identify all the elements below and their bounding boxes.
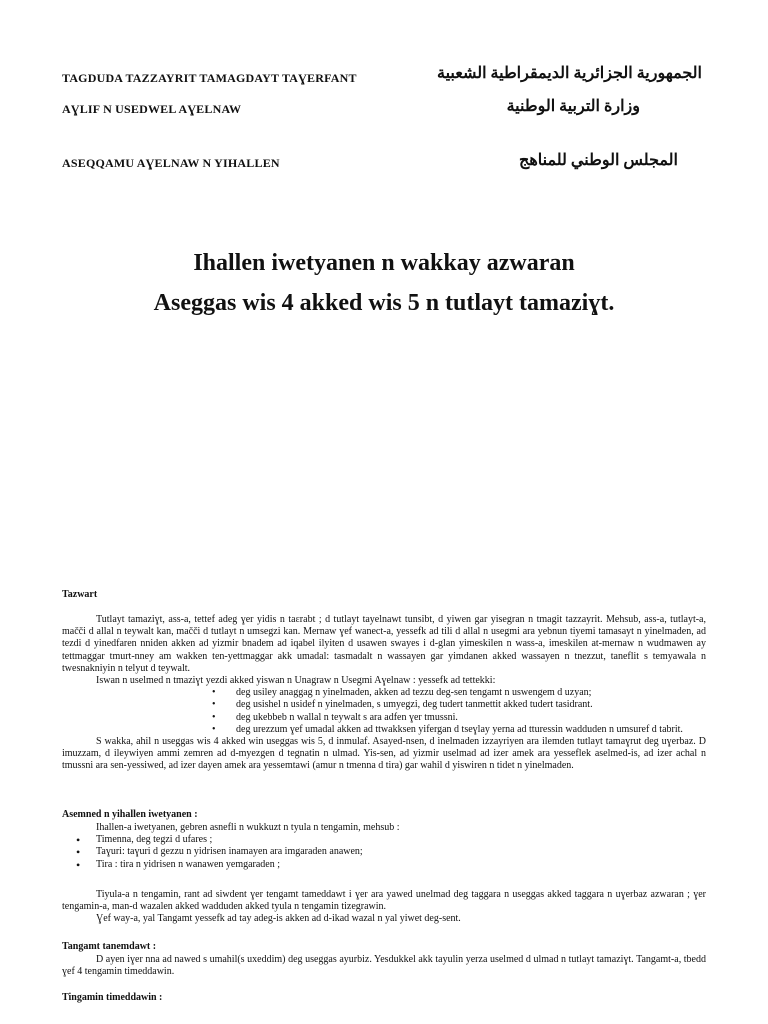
list-item: • deg ukebbeb n wallal n teywalt s ara adfen ɣer tmussni. — [62, 712, 706, 724]
section-heading-intro: Tazwart — [62, 589, 98, 600]
skills-bullet-list — [62, 834, 706, 871]
final-competence-paragraph: D ayen iɣer nna ad nawed s umahil(s uxeddim) deg useggas ayurbiz. Yesdukkel akk tayulin yerza uselmed d ulmad n tutlayt tamaziɣt. Tangamt-a, tbedd ɣef 4 tengamin timeddawin. — [62, 954, 706, 978]
header-ministry-line-2: AƔLIF N USEDWEL AƔELNAW — [62, 102, 242, 116]
section-presentation-body — [62, 822, 706, 925]
header-arabic-line-1: الجمهورية الجزائرية الديمقراطية الشعبية — [436, 65, 702, 82]
presentation-paragraph-3: Ɣef way-a, yal Tangamt yessefk ad tay adeg-is akken ad d-ikad wazal n yal yiwet deg-sent. — [96, 913, 461, 925]
section-final-competence-body — [62, 954, 706, 978]
document-title-line-2: Aseggas wis 4 akked wis 5 n tutlayt tamaziɣt. — [153, 290, 615, 316]
list-item: • deg usiley anaggag n yinelmaden, akken ad tezzu deg-sen tengamt n uswengem d uzyan; — [62, 687, 706, 699]
section-heading-final-competences: Tingamin timeddawin : — [62, 992, 163, 1003]
section-heading-final-competence: Tangamt tanemdawt : — [62, 941, 157, 952]
list-item: • deg urezzum ɣef umadal akken ad ttwakksen yifergan d tseɣlay yerna ad tturessin wadduden n umsuref d tabrit. — [62, 724, 706, 736]
section-heading-presentation: Asemned n yihallen iwetyanen : — [62, 809, 198, 820]
list-item: • deg usishel n usidef n yinelmaden, s umyegzi, deg tudert tanmettit akked tudert tasidrant. — [62, 699, 706, 711]
list-item: • Tira : tira n yidrisen n wanawen yemgaraden ; — [62, 859, 706, 871]
header-ministry-line-3: ASEQQAMU AƔELNAW N YIHALLEN — [62, 156, 280, 170]
intro-paragraph-2: Iswan n uselmed n tmaziɣt yezdi akked yiswan n Unagraw n Usegmi Aɣelnaw : yessefk ad tettekki: — [96, 675, 496, 687]
presentation-paragraph-1: Ihallen-a iwetyanen, gebren asnefli n wukkuzt n tyula n tengamin, mehsub : — [96, 822, 400, 833]
presentation-paragraph-2: Tiyula-a n tengamin, rant ad siwdent ɣer tengamt tameddawt i ɣer ara yawed unelmad deg taggara n useggas akked taggara n uɣerbaz azwaran ; ɣer tengamin-a, man-d wazalen akked wadduden akked tyula n tengamin tizegrawin. — [62, 888, 706, 913]
header-arabic-line-3: المجلس الوطني للمناهج — [519, 152, 678, 169]
list-item: • Timenna, deg tegzi d ufares ; — [62, 834, 706, 846]
header-arabic-line-2: وزارة التربية الوطنية — [506, 98, 640, 115]
intro-bullet-list — [62, 687, 706, 736]
header-ministry-line-1: TAGDUDA TAZZAYRIT TAMAGDAYT TAƔERFANT — [62, 71, 357, 85]
intro-body — [62, 614, 706, 773]
list-item: • Taɣuri: taɣuri d gezzu n yidrisen inamayen ara imgaraden anawen; — [62, 846, 706, 858]
intro-paragraph-3: S wakka, ahil n useggas wis 4 akked win useggas wis 5, d inmulaf. Asayed-nsen, d inelmaden izzayriyen ara ilemden tutlayt tamaɣrut deg uɣerbaz. D imuzzam, d ileywiyen ammi zemren ad d-myezgen d tegnatin n ulmad. Yis-sen, ad yizmir uselmad ad izer amek ara yesseflek aselmed-is, ad izer achal n tmussni ara sen-yessiwed, ad izer dayen amek ara yessemtawi (amur n tmenna d tira) gar wahil d yiswiren n tidet n yinelmaden. — [62, 736, 706, 772]
document-title-line-1: Ihallen iwetyanen n wakkay azwaran — [193, 250, 575, 276]
intro-paragraph-1: Tutlayt tamaziɣt, ass-a, tettef adeg ɣer yidis n taɛrabt ; d tutlayt tayelnawt tunsibt, d yiwen gar yisegran n tmagit tazzayrit. Mehsub, ass-a, tutlayt-a, maččі d allal n teywalt kan, maččі d tutlayt n umsegzi kan. Mernaw ɣef wanect-a, yessefk ad tili d allal n usegmi ara yebnun tiyemi tamasayt n yinelmaden, ad tezdi d yinedfaren nniden akken ad yizmir bnadem ad iqabel ilyiten d usawen swayes i d-glan yimeskilen n wass-a, imeskilen at-mernaw n wudmawen ay tettmaggar tmurt-nney am wakken ten-yettmaggar akk umadal: tasmadalt n wassayen gar yimdanen akked wassayen n tnezzut, taneflit s temyawala n twesnakniyin n telyut d teywalt. — [62, 614, 706, 674]
